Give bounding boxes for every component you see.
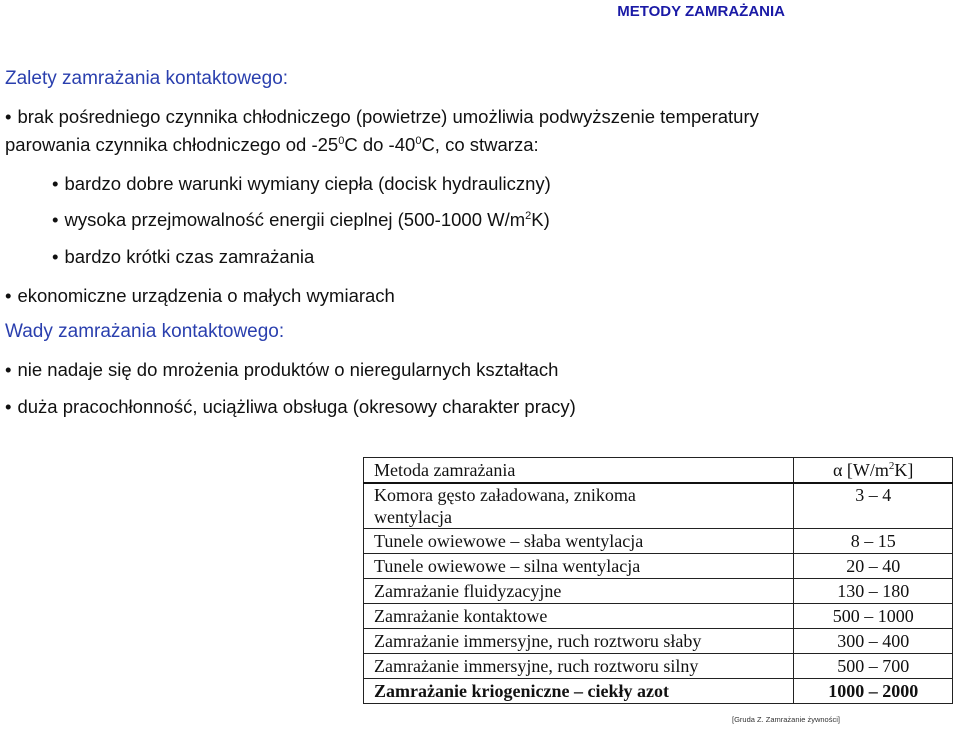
table-cell-method: Zamrażanie fluidyzacyjne: [364, 579, 794, 604]
bullet-icon: •: [52, 209, 59, 230]
table-source-citation: [Gruda Z. Zamrażanie żywności]: [732, 715, 840, 724]
table-cell-method: Tunele owiewowe – słaba wentylacja: [364, 529, 794, 554]
table-cell-method: Zamrażanie immersyjne, ruch roztworu słaby: [364, 629, 794, 654]
method-line-1: Komora gęsto załadowana, znikoma: [374, 485, 636, 505]
table-cell-value: 130 – 180: [794, 579, 953, 604]
disadvantage-item-1: [5, 359, 558, 381]
table-cell-value: 3 – 4: [794, 483, 953, 529]
superscript: 2: [525, 210, 532, 222]
freezing-methods-table: [363, 457, 953, 704]
advantage-item-1-text-c: C do -40: [344, 134, 416, 155]
table-row: [364, 604, 953, 629]
table-cell-method: Zamrażanie kontaktowe: [364, 604, 794, 629]
table-header-row: [364, 458, 953, 484]
advantage-item-2-text: ekonomiczne urządzenia o małych wymiarach: [17, 285, 395, 306]
table-cell-value: 300 – 400: [794, 629, 953, 654]
table-cell-method: Zamrażanie kriogeniczne – ciekły azot: [364, 679, 794, 704]
table-header-method: Metoda zamrażania: [364, 458, 794, 484]
sub-item-3-text: bardzo krótki czas zamrażania: [64, 246, 315, 267]
disadvantage-item-1-text: nie nadaje się do mrożenia produktów o nieregularnych kształtach: [17, 359, 559, 380]
bullet-icon: •: [5, 106, 12, 127]
sub-item-2: [52, 209, 550, 231]
table-row: [364, 654, 953, 679]
table-row: [364, 529, 953, 554]
advantage-item-1-line-2: [5, 134, 539, 156]
superscript: 2: [888, 460, 895, 472]
bullet-icon: •: [5, 285, 12, 306]
table-cell-value: 500 – 1000: [794, 604, 953, 629]
table-row: [364, 483, 953, 529]
table-cell-value: 1000 – 2000: [794, 679, 953, 704]
sub-item-2-text-a: wysoka przejmowalność energii cieplnej (500-1000 W/m: [64, 209, 526, 230]
sub-item-1-text: bardzo dobre warunki wymiany ciepła (docisk hydrauliczny): [64, 173, 551, 194]
disadvantages-heading: Wady zamrażania kontaktowego:: [5, 321, 285, 342]
disadvantage-item-2: [5, 396, 576, 418]
table-cell-method: Zamrażanie immersyjne, ruch roztworu silny: [364, 654, 794, 679]
superscript: 0: [415, 135, 422, 147]
alpha-label: α [W/m: [832, 460, 889, 480]
table-row: [364, 554, 953, 579]
table-cell-method: [364, 483, 794, 529]
superscript: 0: [338, 135, 345, 147]
bullet-icon: •: [52, 173, 59, 194]
table-cell-method: Tunele owiewowe – silna wentylacja: [364, 554, 794, 579]
sub-item-3: [52, 246, 314, 268]
advantage-item-1-text-d: C, co stwarza:: [421, 134, 539, 155]
disadvantage-item-2-text: duża pracochłonność, uciążliwa obsługa (okresowy charakter pracy): [17, 396, 576, 417]
bullet-icon: •: [5, 359, 12, 380]
advantage-item-2: [5, 285, 395, 307]
advantage-item-1-line-1: [5, 106, 759, 128]
advantage-item-1-text-b: parowania czynnika chłodniczego od -25: [5, 134, 339, 155]
table-cell-value: 20 – 40: [794, 554, 953, 579]
table-cell-value: 500 – 700: [794, 654, 953, 679]
table-header-alpha: [794, 458, 953, 484]
table-cell-value: 8 – 15: [794, 529, 953, 554]
method-line-2: wentylacja: [374, 507, 452, 527]
sub-item-2-text-b: K): [531, 209, 550, 230]
page-header-title: METODY ZAMRAŻANIA: [617, 3, 785, 20]
alpha-unit: K]: [894, 460, 914, 480]
advantages-heading: Zalety zamrażania kontaktowego:: [5, 68, 289, 89]
sub-item-1: [52, 173, 551, 195]
table-row: [364, 579, 953, 604]
bullet-icon: •: [5, 396, 12, 417]
bullet-icon: •: [52, 246, 59, 267]
table-row: [364, 679, 953, 704]
advantage-item-1-text-a: brak pośredniego czynnika chłodniczego (powietrze) umożliwia podwyższenie temperatury: [17, 106, 759, 127]
table-row: [364, 629, 953, 654]
